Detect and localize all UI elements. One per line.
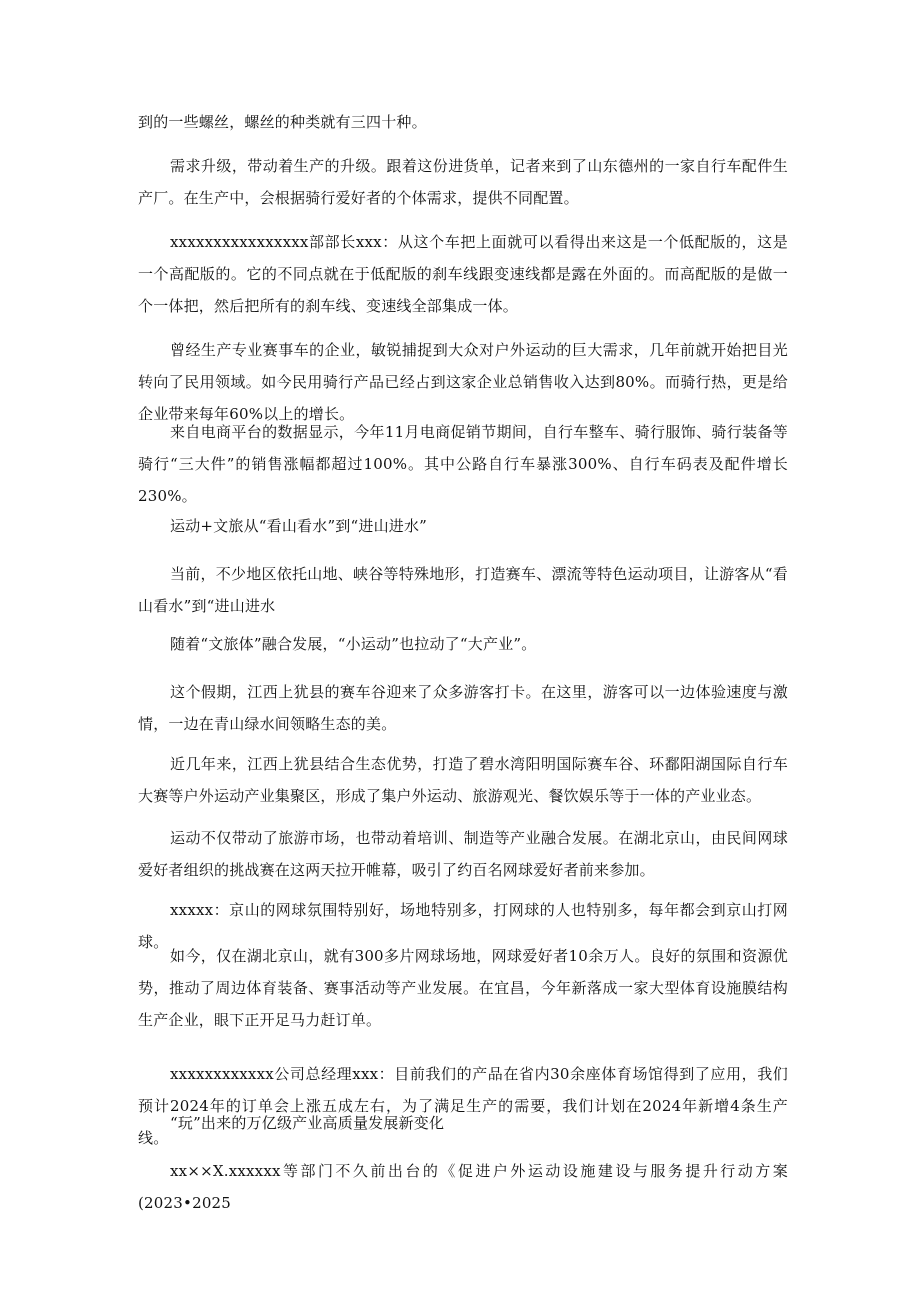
paragraph-1: 到的一些螺丝，螺丝的种类就有三四十种。 [138,113,427,131]
paragraph-9: 近几年来，江西上犹县结合生态优势，打造了碧水湾阳明国际赛车谷、环鄱阳湖国际自行车大赛等户外运动产业集聚区，形成了集户外运动、旅游观光、餐饮娱乐等于一体的产业业态。 [138,755,788,805]
paragraph-5: 来自电商平台的数据显示，今年11月电商促销节期间，自行车整车、骑行服饰、骑行装备等骑行“三大件”的销售涨幅都超过100%。其中公路自行车暴涨300%、自行车码表及配件增长230%。 [138,423,788,505]
paragraph-13: xxxxxxxxxxxx公司总经理xxx：目前我们的产品在省内30余座体育场馆得到了应用，我们预计2024年的订单会上涨五成左右，为了满足生产的需要，我们计划在2024年新增4条生产线。 [138,1065,788,1147]
section-heading-2: “玩”出来的万亿级产业高质量发展新变化 [170,1114,445,1132]
section-heading-1: 运动+文旅从“看山看水”到“进山进水” [170,517,428,535]
paragraph-11: xxxxx：京山的网球氛围特别好，场地特别多，打网球的人也特别多，每年都会到京山打网球。 [138,901,788,951]
paragraph-4: 曾经生产专业赛事车的企业，敏锐捕捉到大众对户外运动的巨大需求，几年前就开始把目光转向了民用领域。如今民用骑行产品已经占到这家企业总销售收入达到80%。而骑行热，更是给企业带来每年60%以上的增长。 [138,341,788,423]
paragraph-2: 需求升级，带动着生产的升级。跟着这份进货单，记者来到了山东德州的一家自行车配件生产厂。在生产中，会根据骑行爱好者的个体需求，提供不同配置。 [138,157,788,207]
paragraph-10: 运动不仅带动了旅游市场，也带动着培训、制造等产业融合发展。在湖北京山，由民间网球爱好者组织的挑战赛在这两天拉开帷幕，吸引了约百名网球爱好者前来参加。 [138,829,788,879]
paragraph-8: 这个假期，江西上犹县的赛车谷迎来了众多游客打卡。在这里，游客可以一边体验速度与激情，一边在青山绿水间领略生态的美。 [138,683,788,733]
paragraph-12: 如今，仅在湖北京山，就有300多片网球场地，网球爱好者10余万人。良好的氛围和资源优势，推动了周边体育装备、赛事活动等产业发展。在宜昌，今年新落成一家大型体育设施膜结构生产企业，眼下正开足马力赶订单。 [138,947,788,1029]
paragraph-6: 当前，不少地区依托山地、峡谷等特殊地形，打造赛车、漂流等特色运动项目，让游客从“看山看水”到“进山进水 [138,565,788,615]
paragraph-14: xx××X.xxxxxx等部门不久前出台的《促进户外运动设施建设与服务提升行动方案(2023•2025 [138,1162,788,1212]
paragraph-7: 随着“文旅体”融合发展，“小运动”也拉动了“大产业”。 [170,635,537,653]
paragraph-3: xxxxxxxxxxxxxxxx部部长xxx：从这个车把上面就可以看得出来这是一个低配版的，这是一个高配版的。它的不同点就在于低配版的刹车线跟变速线都是露在外面的。而高配版的是做一个一体把，然后把所有的刹车线、变速线全部集成一体。 [138,233,788,315]
